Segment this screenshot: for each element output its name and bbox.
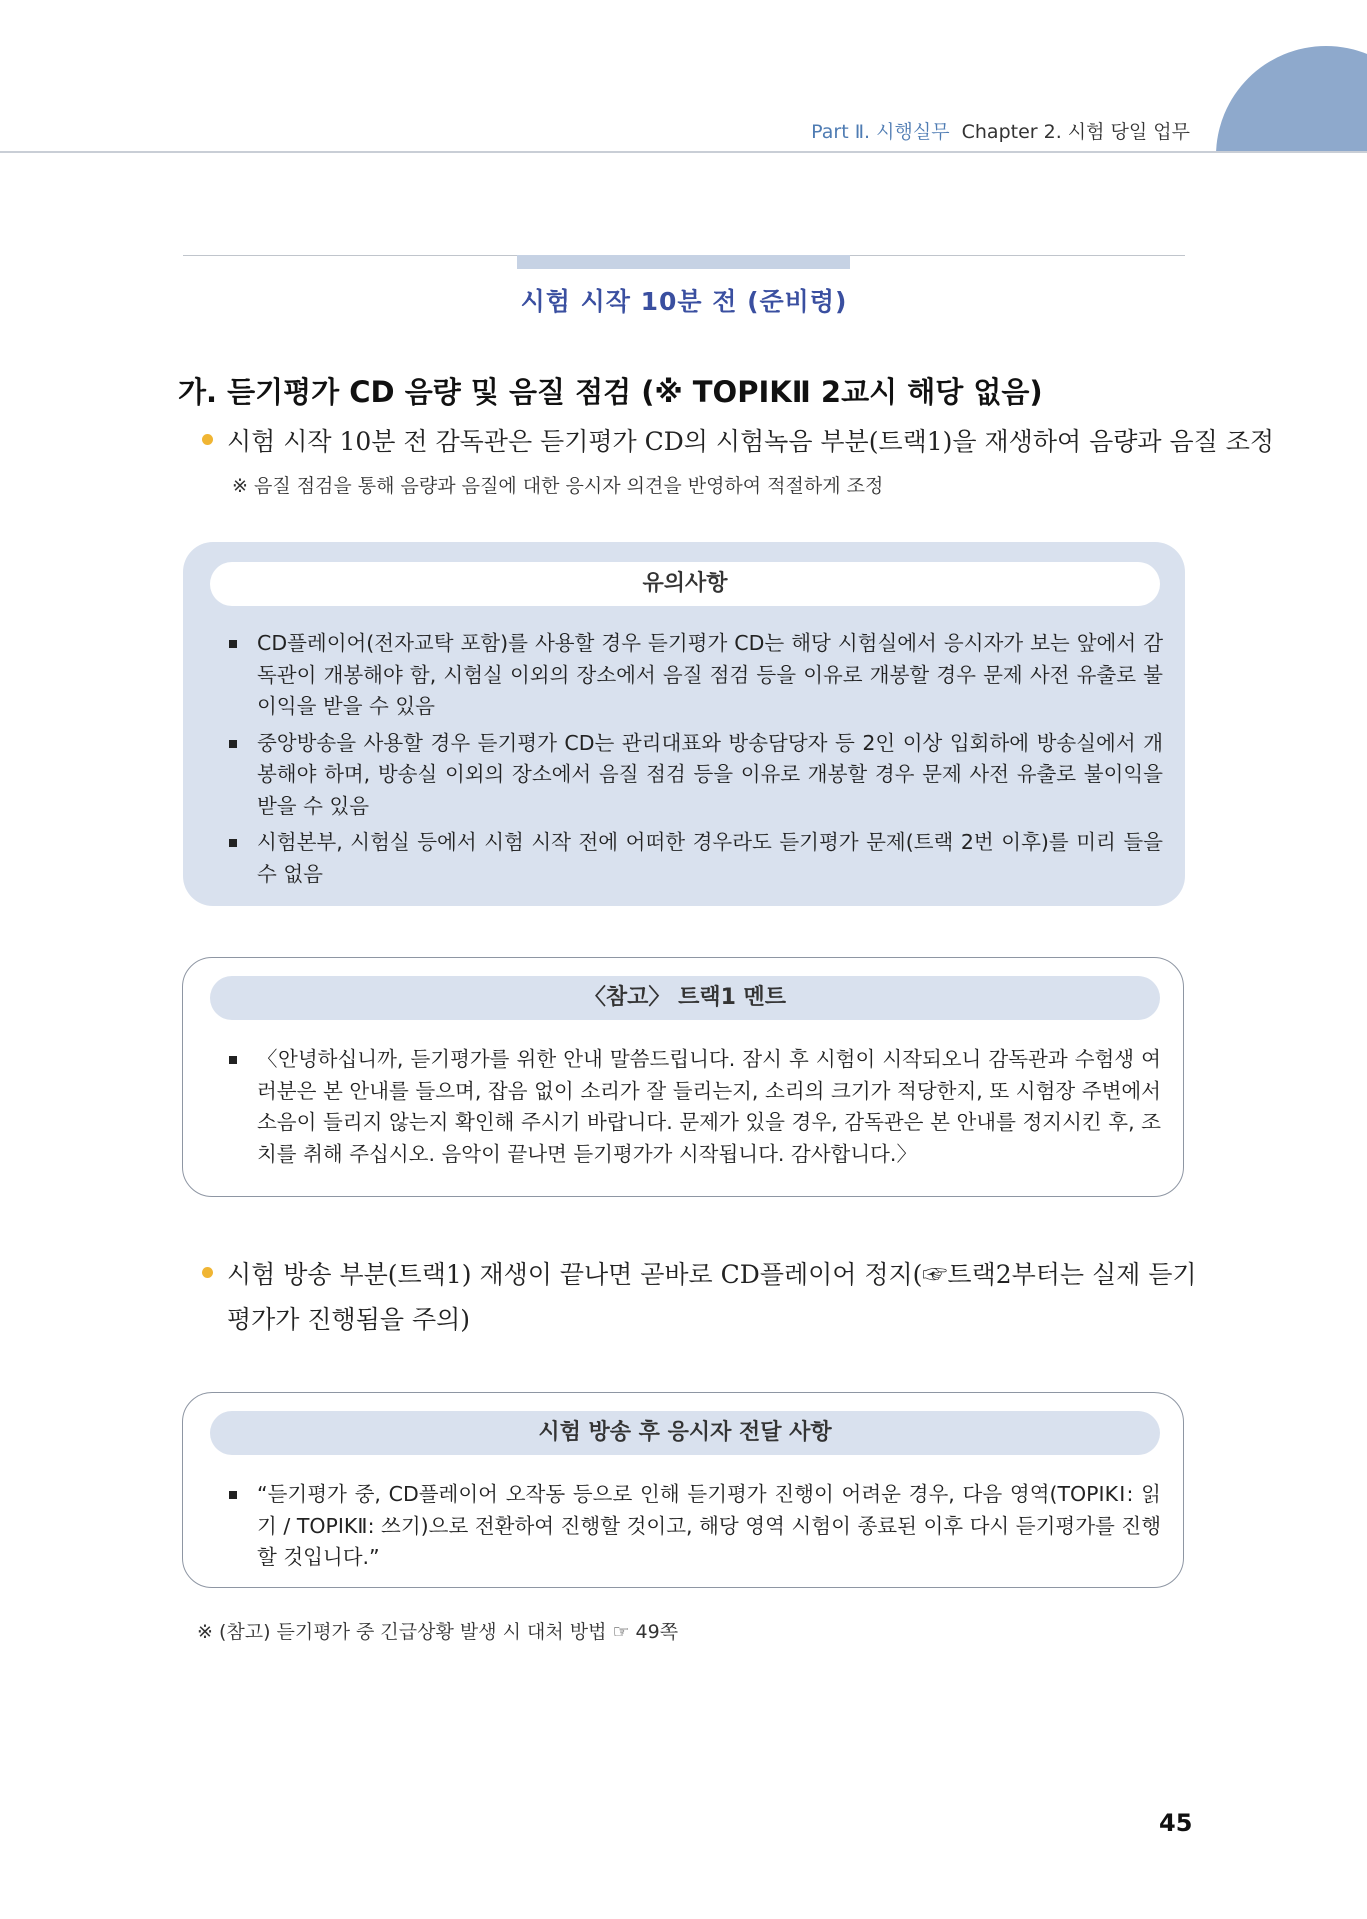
header-mask (1180, 152, 1367, 292)
list-item (223, 1479, 1161, 1574)
square-bullet-icon (229, 1056, 237, 1064)
square-bullet-icon (229, 740, 237, 748)
list-item-text: 중앙방송을 사용할 경우 듣기평가 CD는 관리대표와 방송담당자 등 2인 이상 입회하에 방송실에서 개봉해야 하며, 방송실 이외의 장소에서 음질 점검 등을 이유로 개봉할 경우 문제 사전 유출로 불이익을 받을 수 있음 (257, 730, 1163, 818)
running-header (811, 117, 1190, 144)
list-item-text: 시험본부, 시험실 등에서 시험 시작 전에 어떠한 경우라도 듣기평가 문제(트랙 2번 이후)를 미리 들을 수 없음 (257, 830, 1163, 886)
reference-box-title: 〈참고〉 트랙1 멘트 (210, 976, 1160, 1020)
bullet-dot (202, 434, 213, 445)
header-chapter: Chapter 2. 시험 당일 업무 (961, 121, 1190, 143)
list-item (223, 1044, 1161, 1170)
notice-box-title: 시험 방송 후 응시자 전달 사항 (210, 1411, 1160, 1455)
bullet-dot (202, 1267, 213, 1278)
section-tab-bar (517, 255, 850, 269)
list-item-text: CD플레이어(전자교탁 포함)를 사용할 경우 듣기평가 CD는 해당 시험실에서 응시자가 보는 앞에서 감독관이 개봉해야 함, 시험실 이외의 장소에서 음질 점검 등을 이유로 개봉할 경우 문제 사전 유출로 불이익을 받을 수 있음 (257, 631, 1163, 718)
list-item (223, 628, 1163, 723)
header-rule (0, 151, 1367, 153)
notice-list (223, 1479, 1161, 1579)
page-heading: 가. 듣기평가 CD 음량 및 음질 점검 (※ TOPIKⅡ 2교시 해당 없음) (178, 375, 1043, 409)
list-item-text: “듣기평가 중, CD플레이어 오작동 등으로 인해 듣기평가 진행이 어려운 경우, 다음 영역(TOPIKⅠ: 읽기 / TOPIKⅡ: 쓰기)으로 전환하여 진행할 것이고, 해당 영역 시험이 종료된 이후 다시 듣기평가를 진행할 것입니다.” (257, 1482, 1161, 1569)
bullet-2-line-2: 평가가 진행됨을 주의) (227, 1305, 470, 1334)
page-number: 45 (1159, 1809, 1193, 1837)
reference-list (223, 1044, 1161, 1175)
caution-list (223, 628, 1163, 895)
list-item (223, 728, 1163, 823)
header-section: 시행실무 (876, 121, 950, 143)
square-bullet-icon (229, 839, 237, 847)
caution-box-title: 유의사항 (210, 562, 1160, 606)
bullet-1-text: 시험 시작 10분 전 감독관은 듣기평가 CD의 시험녹음 부분(트랙1)을 재생하여 음량과 음질 조정 (227, 427, 1275, 456)
list-item-text: 〈안녕하십니까, 듣기평가를 위한 안내 말씀드립니다. 잠시 후 시험이 시작되오니 감독관과 수험생 여러분은 본 안내를 들으며, 잡음 없이 소리가 잘 들리는지, 소리의 크기가 적당한지, 또 시험장 주변에서 소음이 들리지 않는지 확인해 주시기 바랍니다. 문제가 있을 경우, 감독관은 본 안내를 정지시킨 후, 조치를 취해 주십시오. 음악이 끝나면 듣기평가가 시작됩니다. 감사합니다.〉 (257, 1047, 1161, 1166)
square-bullet-icon (229, 640, 237, 648)
reference-box (182, 957, 1184, 1197)
list-item (223, 827, 1163, 890)
notice-box (182, 1392, 1184, 1588)
footnote: ※ (참고) 듣기평가 중 긴급상황 발생 시 대처 방법 ☞ 49쪽 (197, 1621, 679, 1643)
caution-box (183, 542, 1185, 906)
bullet-2-line-1: 시험 방송 부분(트랙1) 재생이 끝나면 곧바로 CD플레이어 정지(☞트랙2부터는 실제 듣기 (227, 1260, 1197, 1289)
bullet-1-note: ※ 음질 점검을 통해 음량과 음질에 대한 응시자 의견을 반영하여 적절하게 조정 (232, 475, 884, 497)
header-part: Part Ⅱ. (811, 121, 871, 143)
section-title: 시험 시작 10분 전 (준비령) (520, 287, 848, 316)
square-bullet-icon (229, 1491, 237, 1499)
